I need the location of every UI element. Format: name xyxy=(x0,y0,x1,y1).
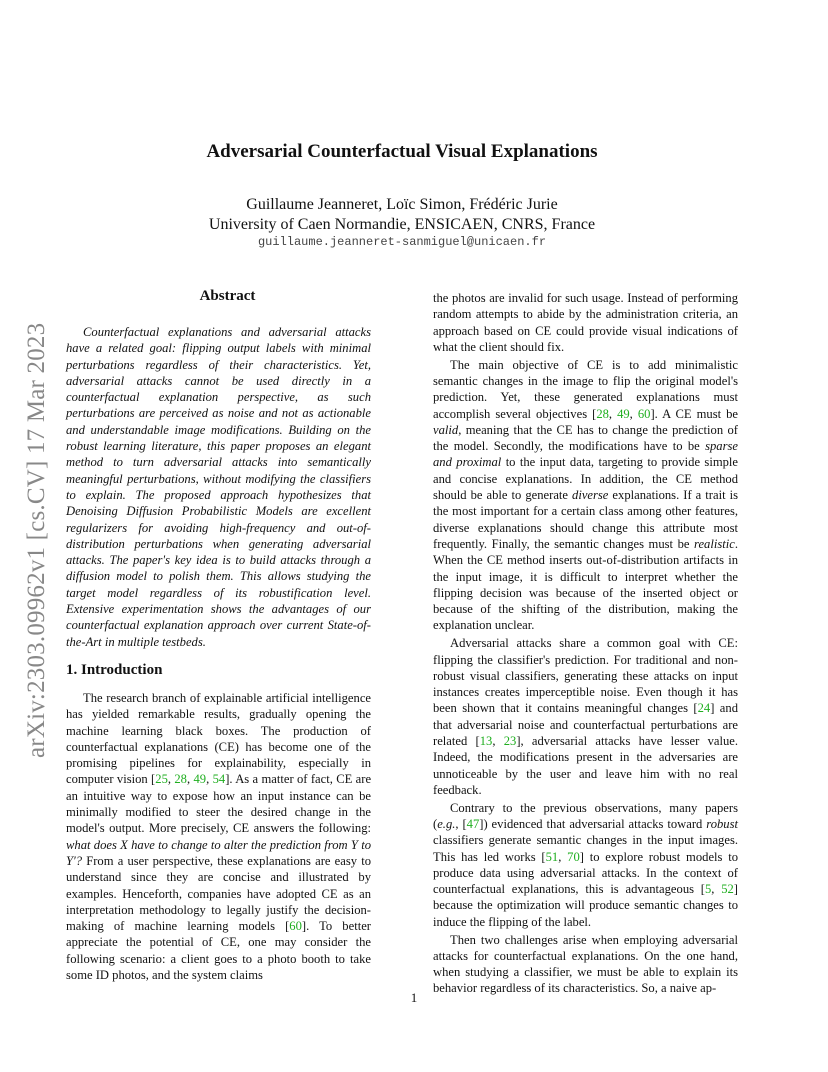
author-email: guillaume.jeanneret-sanmiguel@unicaen.fr xyxy=(257,235,547,249)
citation-link[interactable]: 25 xyxy=(155,772,168,787)
paper-title: Adversarial Counterfactual Visual Explanations xyxy=(206,141,598,162)
intro-paragraph: The research branch of explainable artificial intelligence has yielded remarkable results, gradually opening the machine learning black boxes. The production of counterfactual explanations (CE) has become one of the promising pipelines for explainability, especially in computer vision [25, 28, 49, 54]. As a matter of fact, CE are an intuitive way to expose how an input instance can be minimally modified to steer the desired change in the model's output. More precisely, CE answers the following: what does X have to change to alter the prediction from Y to Y′? From a user perspective, these explanations are easy to understand since they are concise and illustrated by examples. Henceforth, companies have adopted CE as an interpretation methodology to legally justify the decision-making of machine learning models [60]. To better appreciate the potential of CE, one may consider the following scenario: a client goes to a photo booth to take some ID photos, and the system claims xyxy=(66,691,372,983)
citation-link[interactable]: 51 xyxy=(545,849,559,864)
paragraph-challenges: Then two challenges arise when employing adversarial attacks for counterfactual explanations. On the one hand, when studying a classifier, we must be able to explain its behavior regardless of its characteristics. So, a naive ap- xyxy=(433,932,738,996)
citation-link[interactable]: 24 xyxy=(697,701,711,716)
paragraph-continued: the photos are invalid for such usage. Instead of performing random attempts to abide by the administration criteria, an approach based on CE could provide visual indications of what the client should fix. xyxy=(433,291,738,354)
arxiv-stamp: arXiv:2303.09962v1 [cs.CV] 17 Mar 2023 xyxy=(23,322,50,758)
author-block xyxy=(100,195,704,235)
citation-link[interactable]: 60 xyxy=(637,406,651,421)
right-column xyxy=(433,290,738,998)
abstract-heading: Abstract xyxy=(199,288,256,304)
citation-link[interactable]: 60 xyxy=(289,919,302,934)
affiliation: University of Caen Normandie, ENSICAEN, CNRS, France xyxy=(208,216,596,233)
citation-link[interactable]: 49 xyxy=(193,772,207,787)
citation-link[interactable]: 13 xyxy=(479,734,493,749)
citation-link[interactable]: 49 xyxy=(617,406,630,421)
abstract-body xyxy=(66,324,371,651)
paragraph-adversarial: Adversarial attacks share a common goal with CE: flipping the classifier's prediction. For traditional and non-robust visual classifiers, generating these attacks on input instances creates imperceptible noise. Even though it has been shown that it contains meaningful changes [24] and that adversarial noise and counterfactual perturbations are related [13, 23], adversarial attacks have lesser value. Indeed, the modifications present in the adversaries are unnoticeable by the user and leave him with no real feedback. xyxy=(433,636,738,797)
citation-link[interactable]: 5 xyxy=(704,882,712,897)
citation-link[interactable]: 28 xyxy=(174,772,187,787)
page-number: 1 xyxy=(410,990,418,1005)
abstract-text: Counterfactual explanations and adversarial attacks have a related goal: flipping output labels with minimal perturbations regardless of their characteristics. Yet, adversarial attacks cannot be used directly in a counterfactual explanation perspective, as such perturbations are perceived as noise and not as actionable and understandable image modifications. Building on the robust learning literature, this paper proposes an elegant method to turn adversarial attacks into semantically meaningful perturbations, without modifying the classifiers to explain. The proposed approach hypothesizes that Denoising Diffusion Probabilistic Models are excellent regularizers for avoiding high-frequency and out-of-distribution perturbations when generating adversarial attacks. The paper's key idea is to build attacks through a diffusion model to polish them. This allows studying the target model regardless of its robustification level. Extensive experimentation shows the advantages of our counterfactual explanation approach over current State-of-the-Art in multiple testbeds. xyxy=(66,325,371,649)
citation-link[interactable]: 54 xyxy=(212,772,226,787)
citation-link[interactable]: 52 xyxy=(721,882,734,897)
citation-link[interactable]: 28 xyxy=(596,406,609,421)
intro-body xyxy=(66,690,371,985)
author-names: Guillaume Jeanneret, Loïc Simon, Frédéric Jurie xyxy=(246,196,558,213)
paragraph-ce-objectives: The main objective of CE is to add minimalistic semantic changes in the image to flip the original model's prediction. Yet, these generated explanations must accomplish several objectives [28, 49, 60]. A CE must be valid, meaning that the CE has to change the prediction of the model. Secondly, the modifications have to be sparse and proximal to the input data, targeting to provide simple and concise explanations. In addition, the CE method should be able to generate diverse explanations. If a trait is the most important for a certain class among other features, diverse explanations should change this attribute most frequently. Finally, the semantic changes must be realistic. When the CE method inserts out-of-distribution artifacts in the input image, it is difficult to interpret whether the flipping decision was because of the inserted object or because of the shifting of the distribution, making the explanation unclear. xyxy=(433,357,739,633)
intro-heading: 1. Introduction xyxy=(66,662,163,678)
paragraph-robust: Contrary to the previous observations, many papers (e.g., [47]) evidenced that adversarial attacks toward robust classifiers generate semantic changes in the input images. This has led works [51, 70] to explore robust models to produce data using adversarial attacks. In the context of counterfactual explanations, this is advantageous [5, 52] because the optimization will produce semantic changes to induce the flipping of the label. xyxy=(433,800,738,929)
citation-link[interactable]: 70 xyxy=(567,849,580,864)
citation-link[interactable]: 23 xyxy=(503,734,517,749)
citation-link[interactable]: 47 xyxy=(466,817,480,831)
